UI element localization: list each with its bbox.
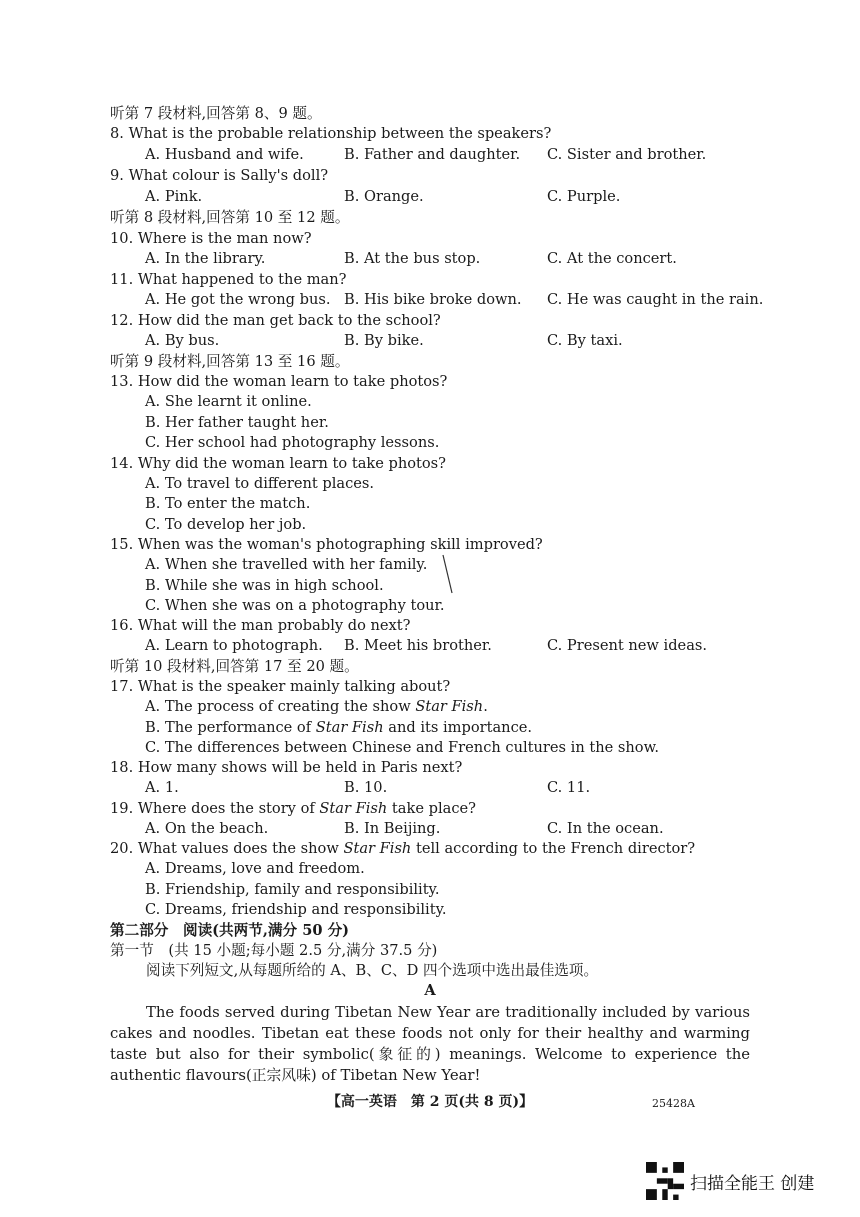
- q18-option-a: A. 1.: [145, 779, 179, 796]
- q19-option-b: B. In Beijing.: [344, 820, 441, 837]
- q10-option-a: A. In the library.: [145, 250, 266, 267]
- q11-option-c: C. He was caught in the rain.: [547, 291, 764, 308]
- question-18: 18. How many shows will be held in Paris next?: [110, 759, 463, 776]
- q8-option-a: A. Husband and wife.: [145, 146, 304, 163]
- q12-option-b: B. By bike.: [344, 332, 424, 349]
- q9-option-b: B. Orange.: [344, 188, 424, 205]
- page-footer: 【高一英语 第 2 页(共 8 页)】: [326, 1094, 534, 1110]
- q8-option-b: B. Father and daughter.: [344, 146, 521, 163]
- question-10: 10. Where is the man now?: [110, 230, 312, 247]
- q14-option-c: C. To develop her job.: [145, 516, 307, 533]
- question-12: 12. How did the man get back to the school?: [110, 312, 441, 329]
- pen-stroke-mark: [440, 553, 456, 595]
- q13-option-b: B. Her father taught her.: [145, 414, 329, 431]
- q20-option-c: C. Dreams, friendship and responsibility.: [145, 901, 447, 918]
- qr-code-icon: [646, 1162, 684, 1200]
- q17-option-b: B. The performance of Star Fish and its importance.: [145, 719, 533, 736]
- question-14: 14. Why did the woman learn to take photos?: [110, 455, 446, 472]
- part-2-section-1-heading: 第一节 (共 15 小题;每小题 2.5 分,满分 37.5 分): [110, 942, 438, 959]
- q16-option-c: C. Present new ideas.: [547, 637, 708, 654]
- q18-option-b: B. 10.: [344, 779, 388, 796]
- q20-option-a: A. Dreams, love and freedom.: [145, 860, 365, 877]
- q12-option-a: A. By bus.: [145, 332, 220, 349]
- question-17: 17. What is the speaker mainly talking about?: [110, 678, 451, 695]
- q12-option-c: C. By taxi.: [547, 332, 623, 349]
- question-8: 8. What is the probable relationship between the speakers?: [110, 125, 552, 142]
- section-8-heading: 听第 8 段材料,回答第 10 至 12 题。: [110, 209, 350, 226]
- q14-option-a: A. To travel to different places.: [145, 475, 375, 492]
- q9-option-a: A. Pink.: [145, 188, 203, 205]
- q11-option-a: A. He got the wrong bus.: [145, 291, 331, 308]
- question-19: 19. Where does the story of Star Fish take place?: [110, 800, 476, 817]
- q11-option-b: B. His bike broke down.: [344, 291, 522, 308]
- q19-option-a: A. On the beach.: [145, 820, 269, 837]
- question-20: 20. What values does the show Star Fish tell according to the French director?: [110, 840, 696, 857]
- scanner-watermark: [646, 1162, 814, 1200]
- part-2-heading: 第二部分 阅读(共两节,满分 50 分): [110, 922, 350, 939]
- q17-option-a: A. The process of creating the show Star Fish.: [145, 698, 488, 715]
- q18-option-c: C. 11.: [547, 779, 591, 796]
- exam-code: 25428A: [652, 1097, 695, 1110]
- q15-option-a: A. When she travelled with her family.: [145, 556, 428, 573]
- q17-option-c: C. The differences between Chinese and French cultures in the show.: [145, 739, 659, 756]
- section-9-heading: 听第 9 段材料,回答第 13 至 16 题。: [110, 353, 350, 370]
- q13-option-c: C. Her school had photography lessons.: [145, 434, 440, 451]
- q9-option-c: C. Purple.: [547, 188, 621, 205]
- question-13: 13. How did the woman learn to take photos?: [110, 373, 448, 390]
- question-9: 9. What colour is Sally's doll?: [110, 167, 329, 184]
- passage-a-text: The foods served during Tibetan New Year are traditionally included by various cakes and noodles. Tibetan eat these foods not only for their healthy and warming taste but also for their symbolic(象征的) meanings. Welcome to experience the authentic flavours(正宗风味) of Tibetan New Year!: [110, 1004, 750, 1084]
- section-10-heading: 听第 10 段材料,回答第 17 至 20 题。: [110, 658, 359, 675]
- q8-option-c: C. Sister and brother.: [547, 146, 707, 163]
- q20-option-b: B. Friendship, family and responsibility.: [145, 881, 440, 898]
- q14-option-b: B. To enter the match.: [145, 495, 311, 512]
- q16-option-a: A. Learn to photograph.: [145, 637, 323, 654]
- q13-option-a: A. She learnt it online.: [145, 393, 312, 410]
- section-7-heading: 听第 7 段材料,回答第 8、9 题。: [110, 105, 322, 122]
- scanner-brand-text: 扫描全能王 创建: [690, 1173, 815, 1194]
- question-16: 16. What will the man probably do next?: [110, 617, 411, 634]
- q16-option-b: B. Meet his brother.: [344, 637, 492, 654]
- q15-option-c: C. When she was on a photography tour.: [145, 597, 445, 614]
- q10-option-c: C. At the concert.: [547, 250, 677, 267]
- q19-option-c: C. In the ocean.: [547, 820, 664, 837]
- reading-instruction: 阅读下列短文,从每题所给的 A、B、C、D 四个选项中选出最佳选项。: [146, 962, 599, 979]
- question-11: 11. What happened to the man?: [110, 271, 347, 288]
- q10-option-b: B. At the bus stop.: [344, 250, 481, 267]
- passage-letter: A: [424, 982, 436, 999]
- q15-option-b: B. While she was in high school.: [145, 577, 384, 594]
- question-15: 15. When was the woman's photographing skill improved?: [110, 536, 543, 553]
